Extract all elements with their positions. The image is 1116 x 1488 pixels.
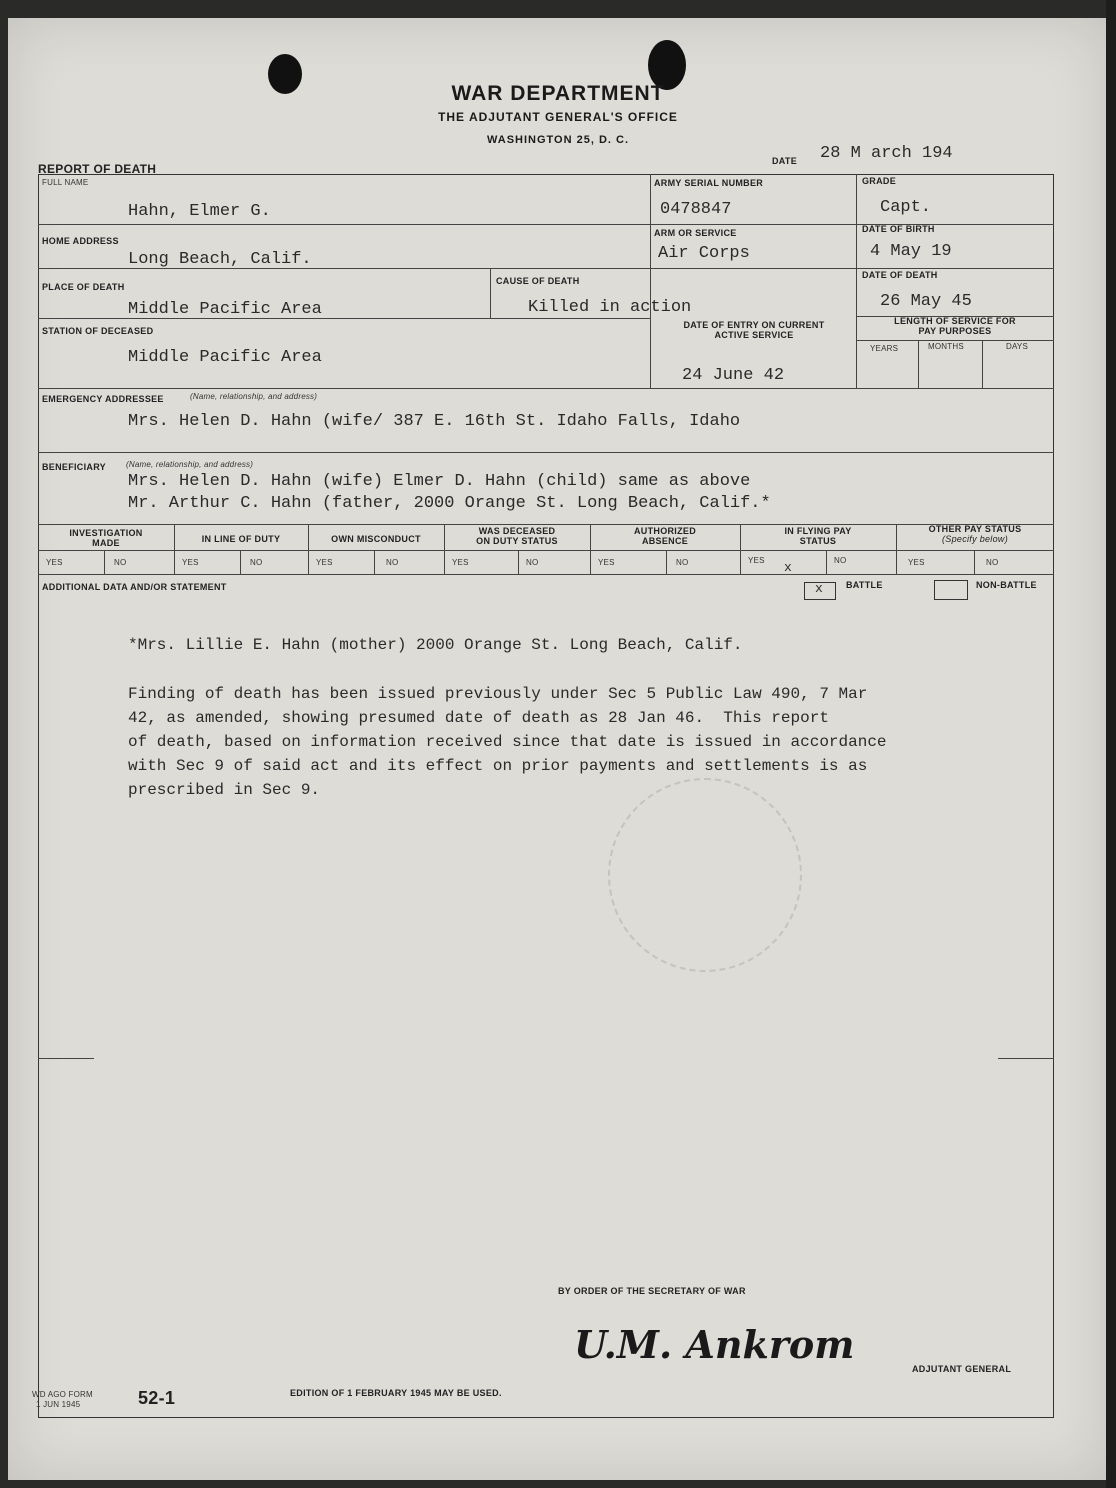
- status-col-7-h1: OTHER PAY STATUS: [928, 524, 1022, 534]
- date-label: DATE: [772, 156, 798, 166]
- place-label: PLACE OF DEATH: [42, 282, 125, 292]
- dod-label: DATE OF DEATH: [862, 270, 938, 280]
- status-col-4-h1: WAS DECEASED: [478, 526, 556, 536]
- full-name-label: FULL NAME: [42, 178, 89, 187]
- no-cell: NO: [834, 556, 847, 565]
- additional-line-1: *Mrs. Lillie E. Hahn (mother) 2000 Orange St. Long Beach, Calif.: [128, 636, 743, 654]
- battle-mark: x: [815, 581, 823, 596]
- emergency-label: EMERGENCY ADDRESSEE: [42, 394, 164, 404]
- status-col-7-h2: (Specify below): [941, 534, 1009, 544]
- months-label: MONTHS: [928, 342, 964, 351]
- no-cell: NO: [676, 558, 689, 567]
- entry-label-2: ACTIVE SERVICE: [714, 330, 794, 340]
- yes-cell: YES: [598, 558, 615, 567]
- years-label: YEARS: [870, 344, 899, 353]
- order-line: BY ORDER OF THE SECRETARY OF WAR: [558, 1286, 746, 1296]
- no-cell: NO: [386, 558, 399, 567]
- status-col-1-h2: MADE: [92, 538, 120, 548]
- status-col-4-h2: ON DUTY STATUS: [476, 536, 558, 546]
- status-col-5-h1: AUTHORIZED: [634, 526, 696, 536]
- los-label-1: LENGTH OF SERVICE FOR: [894, 316, 1016, 326]
- status-col-1-h1: INVESTIGATION: [69, 528, 143, 538]
- faint-stamp: [608, 778, 802, 972]
- form-label-1: WD AGO FORM: [32, 1390, 93, 1399]
- serial-label: ARMY SERIAL NUMBER: [654, 178, 764, 188]
- dod-value: 26 May 45: [880, 292, 972, 311]
- cause-label: CAUSE OF DEATH: [496, 276, 580, 286]
- form-page: [8, 18, 1108, 1480]
- arm-label: ARM OR SERVICE: [654, 228, 737, 238]
- nonbattle-label: NON-BATTLE: [976, 580, 1037, 590]
- dob-label: DATE OF BIRTH: [862, 224, 935, 234]
- grade-label: GRADE: [862, 176, 897, 186]
- scan-edge: [1106, 0, 1116, 1488]
- date-value: 28 M arch 194: [820, 144, 953, 163]
- days-label: DAYS: [1006, 342, 1028, 351]
- cause-value: Killed in action: [528, 298, 692, 317]
- report-label: REPORT OF DEATH: [38, 162, 157, 176]
- dob-value: 4 May 19: [870, 242, 952, 261]
- signature: U.M. Ankrom: [574, 1322, 855, 1367]
- entry-value: 24 June 42: [682, 366, 785, 385]
- status-col-6-h2: STATUS: [799, 536, 837, 546]
- no-cell: NO: [250, 558, 263, 567]
- no-cell: NO: [526, 558, 539, 567]
- yes-cell: YES: [452, 558, 469, 567]
- beneficiary-hint: (Name, relationship, and address): [126, 460, 254, 469]
- additional-paragraph: Finding of death has been issued previously under Sec 5 Public Law 490, 7 Mar 42, as amended, showing presumed date of death as 28 Jan 46. This report of death, based on information received since that date is issued in accordance with Sec 9 of said act and its effect on prior payments and settlements is as prescribed in Sec 9.: [128, 685, 887, 799]
- full-name-value: Hahn, Elmer G.: [128, 202, 271, 221]
- status-col-2-h1: IN LINE OF DUTY: [201, 534, 281, 544]
- entry-label-1: DATE OF ENTRY ON CURRENT: [683, 320, 825, 330]
- yes-cell: YES: [748, 556, 765, 565]
- form-number: 52-1: [138, 1388, 176, 1408]
- arm-value: Air Corps: [658, 244, 750, 263]
- status-col-6-h1: IN FLYING PAY: [784, 526, 852, 536]
- form-label-2: 1 JUN 1945: [36, 1400, 81, 1409]
- no-cell: NO: [986, 558, 999, 567]
- home-label: HOME ADDRESS: [42, 236, 119, 246]
- beneficiary-label: BENEFICIARY: [42, 462, 106, 472]
- yes-cell: YES: [316, 558, 333, 567]
- flying-pay-mark: x: [784, 560, 792, 575]
- emergency-value: Mrs. Helen D. Hahn (wife/ 387 E. 16th St. Idaho Falls, Idaho: [128, 412, 741, 431]
- grade-value: Capt.: [880, 198, 932, 217]
- nonbattle-checkbox[interactable]: [934, 580, 968, 600]
- yes-cell: YES: [908, 558, 925, 567]
- home-value: Long Beach, Calif.: [128, 250, 312, 269]
- place-value: Middle Pacific Area: [128, 300, 322, 319]
- location-title: WASHINGTON 25, D. C.: [486, 134, 630, 146]
- serial-value: 0478847: [660, 200, 732, 219]
- edition-note: EDITION OF 1 FEBRUARY 1945 MAY BE USED.: [290, 1388, 502, 1398]
- office-title: THE ADJUTANT GENERAL'S OFFICE: [438, 110, 678, 124]
- yes-cell: YES: [182, 558, 199, 567]
- battle-checkbox[interactable]: [804, 582, 836, 600]
- status-col-5-h2: ABSENCE: [641, 536, 689, 546]
- battle-label: BATTLE: [846, 580, 883, 590]
- emergency-hint: (Name, relationship, and address): [190, 392, 318, 401]
- status-col-3-h1: OWN MISCONDUCT: [331, 534, 421, 544]
- adjutant-label: ADJUTANT GENERAL: [912, 1364, 1012, 1374]
- beneficiary-line-1: Mrs. Helen D. Hahn (wife) Elmer D. Hahn (child) same as above: [128, 472, 751, 491]
- yes-cell: YES: [46, 558, 63, 567]
- station-label: STATION OF DECEASED: [42, 326, 154, 336]
- no-cell: NO: [114, 558, 127, 567]
- additional-label: ADDITIONAL DATA AND/OR STATEMENT: [42, 582, 227, 592]
- department-title: WAR DEPARTMENT: [451, 82, 665, 105]
- los-label-2: PAY PURPOSES: [918, 326, 992, 336]
- station-value: Middle Pacific Area: [128, 348, 322, 367]
- beneficiary-line-2: Mr. Arthur C. Hahn (father, 2000 Orange St. Long Beach, Calif.*: [128, 494, 771, 513]
